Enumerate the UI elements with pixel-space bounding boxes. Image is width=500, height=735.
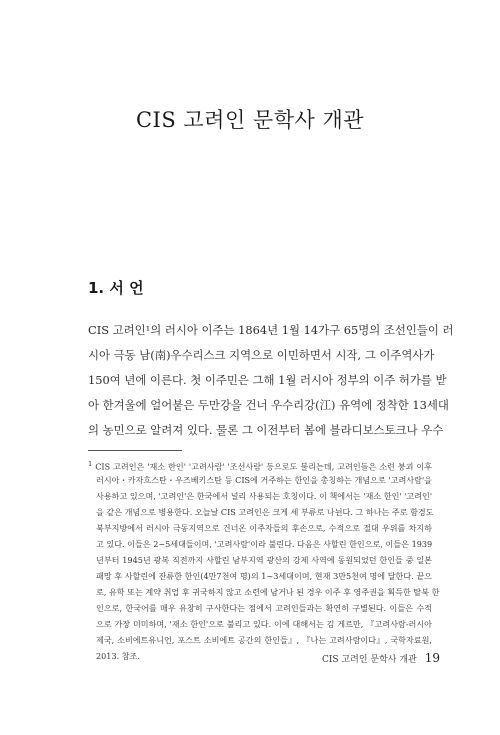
footnote-line: 인으로, 한국어를 매우 유창히 구사한다는 점에서 고려인들과는 확연히 구별된다. 이들은 수적 [96,603,432,613]
footnote-marker: 1 [88,460,93,468]
section-heading: 1. 서 언 [88,279,144,297]
footnote-line: 제국, 소비에트유니언, 포스트 소비에트 공간의 한인들』, 『나는 고려사람이다』, 국학자료원, [96,635,432,645]
body-line: 시아 극동 남(南)우수리스크 지역으로 이민하면서 시작, 그 이주역사가 [88,348,435,362]
footnote [88,456,440,664]
footnote-line: 을 같은 개념으로 병용한다. 오늘날 CIS 고려인은 크게 세 부류로 나뉜다. 그 하나는 주로 함경도 [96,507,434,517]
footnote-line: 로, 유학 또는 계약 취업 후 귀국하지 않고 소련에 남거나 된 경우 이주 후 영주권을 획득한 탈북 한 [96,587,440,597]
body-line: 150여 년에 이른다. 첫 이주민은 그해 1월 러시아 정부의 이주 허가를 받 [88,373,447,387]
footnote-line: 2013. 참조. [96,651,140,661]
footnote-line-text: CIS 고려인은 '재소 한인' '고려사람' '조선사람' 등으로도 불리는데, 고려인들은 소련 붕괴 이후 [95,461,432,472]
footnote-line: 북부지방에서 러시아 극동지역으로 건너온 이주자들의 후손으로, 수적으로 절대 우위를 차지하 [96,523,432,533]
footnote-divider [88,450,182,451]
body-line: 아 한겨울에 얼어붙은 두만강을 건너 우수리강(江) 유역에 정착한 13세대 [88,398,449,412]
footnote-line: 으로 가장 미미하며, '재소 한인'으로 불리고 있다. 이에 대해서는 김 게르만, 『고려사람-러시아 [96,619,432,629]
running-header [322,651,440,665]
running-header-title: CIS 고려인 문학사 개관 [321,655,417,665]
page-number: 19 [424,651,440,665]
body-line: CIS 고려인¹의 러시아 이주는 1864년 1월 14가구 65명의 조선인들이 러 [88,323,454,337]
footnote-line [88,456,432,472]
footnote-line: 사용하고 있으며, '고려인'은 한국에서 널리 사용되는 호칭이다. 이 책에서는 '재소 한인' '고려인' [96,491,433,501]
body-line: 의 농민으로 알려져 있다. 물론 그 이전부터 봄에 블라디보스토크나 우수 [88,423,444,437]
footnote-line: 년부터 1945년 광복 직전까지 사할린 남부지역 광산의 강제 사역에 동원되었던 한인들 중 일본 [96,555,432,565]
footnote-line: 패망 후 사할린에 잔류한 한인(4만7천여 명)의 1~3세대이며, 현재 3만5천여 명에 달한다. 끝으 [96,571,432,581]
chapter-title: CIS 고려인 문학사 개관 [135,108,365,132]
footnote-line: 고 있다. 이들은 2~5세대들이며, '고려사람'이라 불린다. 다음은 사할린 한인으로, 이들은 1939 [96,539,433,549]
footnote-line: 러시아・카자흐스탄・우즈베키스탄 등 CIS에 거주하는 한인을 총칭하는 개념으로 '고려사람'을 [96,475,432,485]
body-paragraph [88,318,454,443]
